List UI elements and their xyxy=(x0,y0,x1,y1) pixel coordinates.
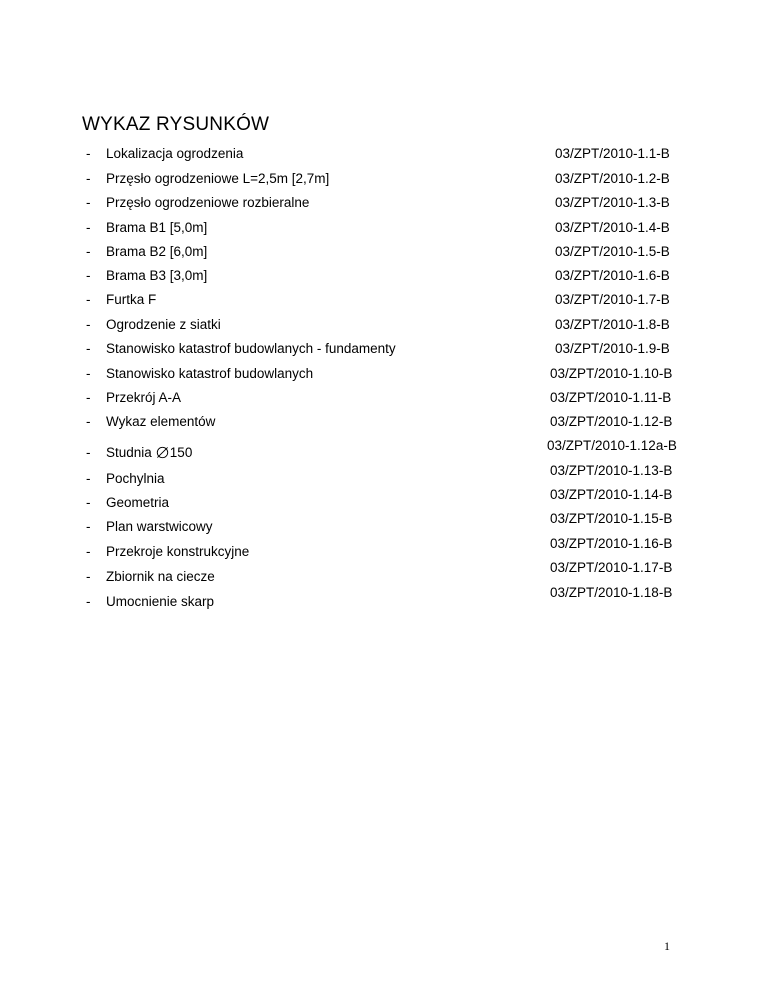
drawing-title: Stanowisko katastrof budowlanych - fundamenty xyxy=(106,341,396,356)
list-dash: - xyxy=(86,495,91,510)
drawing-row xyxy=(0,195,768,215)
drawing-code: 03/ZPT/2010-1.17-B xyxy=(550,560,673,575)
drawing-title: Geometria xyxy=(106,495,170,510)
drawing-code: 03/ZPT/2010-1.9-B xyxy=(555,341,670,356)
list-dash: - xyxy=(86,220,91,235)
drawing-title: Przęsło ogrodzeniowe L=2,5m [2,7m] xyxy=(106,171,330,186)
drawing-code: 03/ZPT/2010-1.18-B xyxy=(550,585,673,600)
drawing-code: 03/ZPT/2010-1.8-B xyxy=(555,317,670,332)
drawing-code-row xyxy=(0,463,768,483)
list-dash: - xyxy=(86,366,91,381)
drawing-row xyxy=(0,220,768,240)
drawing-row xyxy=(0,146,768,166)
list-dash: - xyxy=(86,519,91,534)
drawing-code: 03/ZPT/2010-1.14-B xyxy=(550,487,673,502)
list-dash: - xyxy=(86,171,91,186)
drawing-code: 03/ZPT/2010-1.4-B xyxy=(555,220,670,235)
drawing-code-row xyxy=(0,585,768,605)
drawing-code: 03/ZPT/2010-1.3-B xyxy=(555,195,670,210)
drawing-title: Furtka F xyxy=(106,292,157,307)
list-dash: - xyxy=(86,292,91,307)
drawing-title-text: Studnia xyxy=(106,445,152,460)
drawing-row xyxy=(0,366,768,386)
drawing-title: Lokalizacja ogrodzenia xyxy=(106,146,244,161)
drawing-row xyxy=(0,268,768,288)
drawing-title: Brama B1 [5,0m] xyxy=(106,220,208,235)
drawing-row xyxy=(0,390,768,410)
drawing-code-row xyxy=(0,487,768,507)
drawing-code: 03/ZPT/2010-1.16-B xyxy=(550,536,673,551)
list-dash: - xyxy=(86,414,91,429)
drawing-title-suffix: 150 xyxy=(169,445,193,460)
drawing-row xyxy=(0,341,768,361)
drawing-code: 03/ZPT/2010-1.1-B xyxy=(555,146,670,161)
list-dash: - xyxy=(86,146,91,161)
list-dash: - xyxy=(86,195,91,210)
drawing-title: Przekrój A-A xyxy=(106,390,182,405)
drawing-code: 03/ZPT/2010-1.10-B xyxy=(550,366,673,381)
drawing-code-row xyxy=(0,536,768,556)
drawing-title: Zbiornik na ciecze xyxy=(106,569,215,584)
drawing-row xyxy=(0,317,768,337)
drawing-title: Brama B2 [6,0m] xyxy=(106,244,208,259)
drawing-title: Stanowisko katastrof budowlanych xyxy=(106,366,314,381)
list-dash: - xyxy=(86,268,91,283)
drawing-title: Przęsło ogrodzeniowe rozbieralne xyxy=(106,195,310,210)
drawing-row xyxy=(0,171,768,191)
drawing-code-row xyxy=(0,560,768,580)
list-dash: - xyxy=(86,244,91,259)
page-number: 1 xyxy=(664,939,670,953)
drawing-row xyxy=(0,414,768,434)
drawing-code: 03/ZPT/2010-1.7-B xyxy=(555,292,670,307)
drawing-title: Brama B3 [3,0m] xyxy=(106,268,208,283)
drawing-code: 03/ZPT/2010-1.2-B xyxy=(555,171,670,186)
drawing-title: Pochylnia xyxy=(106,471,165,486)
drawing-title: Wykaz elementów xyxy=(106,414,216,429)
page-title: WYKAZ RYSUNKÓW xyxy=(82,114,270,135)
drawing-code: 03/ZPT/2010-1.5-B xyxy=(555,244,670,259)
list-dash: - xyxy=(86,317,91,332)
drawing-title: Umocnienie skarp xyxy=(106,594,215,609)
drawing-code-row xyxy=(0,511,768,531)
drawing-title: Przekroje konstrukcyjne xyxy=(106,544,250,559)
drawing-code-row xyxy=(0,438,768,458)
drawing-title: Plan warstwicowy xyxy=(106,519,213,534)
list-dash: - xyxy=(86,471,91,486)
list-dash: - xyxy=(86,341,91,356)
list-dash: - xyxy=(86,594,91,609)
drawing-code: 03/ZPT/2010-1.13-B xyxy=(550,463,673,478)
drawing-row xyxy=(0,244,768,264)
drawing-code: 03/ZPT/2010-1.6-B xyxy=(555,268,670,283)
drawing-row xyxy=(0,292,768,312)
list-dash: - xyxy=(86,445,91,460)
drawing-title: Ogrodzenie z siatki xyxy=(106,317,221,332)
drawing-code: 03/ZPT/2010-1.15-B xyxy=(550,511,673,526)
list-dash: - xyxy=(86,390,91,405)
drawing-code: 03/ZPT/2010-1.12-B xyxy=(550,414,673,429)
drawing-code: 03/ZPT/2010-1.11-B xyxy=(550,390,672,405)
drawing-code: 03/ZPT/2010-1.12a-B xyxy=(547,438,677,453)
list-dash: - xyxy=(86,544,91,559)
list-dash: - xyxy=(86,569,91,584)
